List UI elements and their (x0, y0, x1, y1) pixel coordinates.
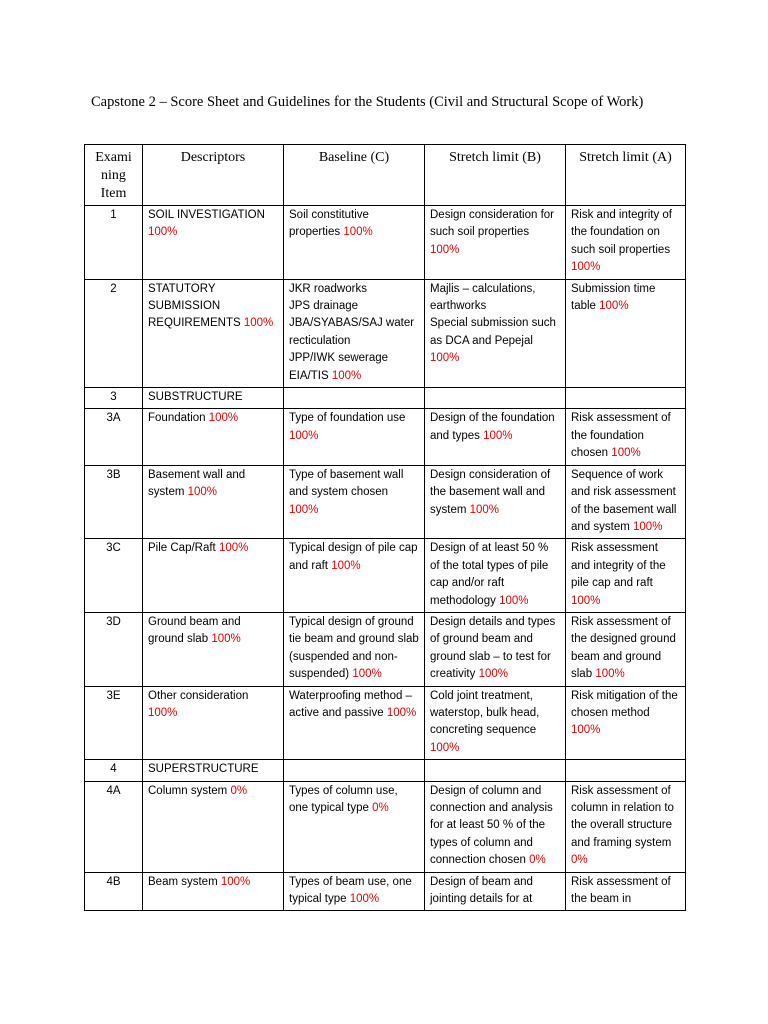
stretch-b-cell (425, 388, 566, 409)
stretch-b-cell (425, 686, 566, 760)
score-percent: 100% (595, 668, 625, 681)
score-percent: 100% (469, 503, 500, 516)
stretch-b-cell (425, 206, 566, 280)
cell-text: Type of basement wall and system chosen (289, 468, 404, 499)
score-table (84, 144, 686, 911)
item-cell: 4B (85, 872, 143, 911)
cell-text: Basement wall and system (148, 468, 246, 499)
cell-text: Pile Cap/Raft (148, 542, 216, 555)
cell-text-line (289, 690, 416, 719)
cell-text-line (289, 542, 418, 571)
cell-text-line (430, 616, 555, 680)
cell-text-line (571, 412, 671, 459)
cell-text-line (148, 542, 248, 554)
item-cell: 4 (85, 760, 143, 781)
baseline-cell (284, 872, 425, 911)
cell-text-line (571, 785, 674, 867)
item-cell: 3B (85, 465, 143, 539)
header-examining-item: Exami ning Item (85, 145, 143, 206)
cell-text-line (571, 283, 655, 312)
cell-text: Design details and types of ground beam and ground slab – to test for creativity (430, 615, 556, 681)
score-percent: 0% (529, 854, 546, 867)
score-percent: 100% (571, 724, 601, 737)
cell-text-line (289, 412, 405, 441)
baseline-cell (284, 388, 425, 409)
score-percent: 100% (218, 542, 249, 555)
cell-text-line (148, 283, 273, 330)
cell-text-line (289, 469, 403, 516)
cell-text: Design of column and connection and analysis for at least 50 % of the types of column and connection chosen (430, 784, 553, 867)
stretch-a-cell (566, 206, 686, 280)
cell-text: Design of at least 50 % of the total types of pile cap and/or raft methodology (430, 542, 549, 607)
item-cell: 1 (85, 206, 143, 280)
item-cell: 2 (85, 279, 143, 387)
cell-text-line (148, 469, 245, 498)
cell-text: Risk assessment of the designed ground beam and ground slab (571, 615, 676, 681)
cell-line: JPS drainage (289, 300, 359, 313)
cell-text-line (430, 876, 533, 905)
score-percent: 100% (352, 668, 382, 681)
cell-text: Submission time table (571, 282, 656, 313)
document-title: Capstone 2 – Score Sheet and Guidelines for the Students (Civil and Structural Scope of Work) (91, 94, 644, 110)
score-percent: 100% (289, 503, 319, 516)
cell-text: Sequence of work and risk assessment of the basement wall and system (571, 468, 677, 533)
stretch-b-cell (425, 539, 566, 613)
score-percent: 100% (208, 412, 239, 425)
cell-text: SUBSTRUCTURE (148, 391, 243, 404)
baseline-cell (284, 279, 425, 387)
score-percent: 100% (187, 486, 218, 499)
baseline-cell (284, 206, 425, 280)
cell-text: Design of the foundation and types (430, 412, 555, 442)
score-percent: 100% (430, 243, 460, 256)
baseline-cell (284, 612, 425, 686)
header-stretch-a: Stretch limit (A) (566, 145, 686, 206)
cell-text: STATUTORY SUBMISSION REQUIREMENTS (148, 282, 241, 330)
cell-text: Design consideration of the basement wall and system (430, 468, 551, 516)
cell-line: JBA/SYABAS/SAJ water recticulation (289, 317, 415, 347)
descriptor-cell (143, 686, 284, 760)
score-percent: 0% (372, 802, 389, 814)
table-row (85, 279, 686, 387)
stretch-a-cell (566, 781, 686, 872)
descriptor-cell (143, 539, 284, 613)
score-percent: 100% (599, 300, 629, 313)
score-percent: 100% (483, 429, 513, 442)
stretch-a-cell (566, 279, 686, 387)
table-row (85, 206, 686, 280)
stretch-a-cell (566, 612, 686, 686)
cell-text: SOIL INVESTIGATION (148, 209, 265, 221)
baseline-cell (284, 539, 425, 613)
table-row (85, 388, 686, 409)
cell-text: Foundation (148, 412, 206, 425)
cell-text: Risk assessment of the foundation chosen (571, 412, 671, 460)
score-percent: 100% (343, 226, 373, 239)
cell-text-line (430, 690, 539, 754)
table-row (85, 539, 686, 613)
cell-text-line (289, 209, 373, 238)
cell-text-line (430, 785, 553, 867)
cell-text-line (148, 616, 241, 645)
cell-text-line (571, 616, 676, 680)
score-percent: 100% (430, 352, 460, 365)
cell-text: Special submission such as DCA and Pepejal (430, 317, 556, 347)
cell-text-line (571, 209, 672, 273)
descriptor-cell (143, 781, 284, 872)
header-descriptors: Descriptors (143, 145, 284, 206)
score-percent: 100% (211, 633, 241, 646)
score-percent: 100% (243, 317, 274, 330)
stretch-a-cell (566, 388, 686, 409)
cell-text: SUPERSTRUCTURE (148, 763, 259, 776)
cell-text: Column system (148, 784, 228, 797)
score-percent: 100% (331, 559, 361, 572)
descriptor-cell (143, 872, 284, 911)
table-row (85, 872, 686, 911)
item-cell: 3D (85, 612, 143, 686)
score-percent: 100% (611, 447, 641, 460)
cell-text: Type of foundation use (289, 412, 406, 425)
score-percent: 0% (571, 854, 588, 867)
cell-text: Beam system (148, 875, 218, 888)
stretch-a-cell (566, 539, 686, 613)
score-percent: 100% (571, 594, 601, 607)
item-cell: 3E (85, 686, 143, 760)
stretch-a-cell (566, 872, 686, 911)
score-percent: 100% (571, 261, 601, 274)
stretch-a-cell (566, 760, 686, 781)
cell-text-line (148, 690, 248, 719)
cell-text-line (571, 876, 671, 905)
cell-text-line (571, 542, 666, 606)
score-percent: 100% (349, 893, 380, 906)
cell-text-line (289, 785, 398, 814)
item-cell: 4A (85, 781, 143, 872)
cell-text-line (430, 209, 554, 256)
cell-text: Types of column use, one typical type (289, 784, 398, 814)
cell-text: Risk and integrity of the foundation on such soil properties (571, 209, 672, 256)
cell-text-line (148, 763, 259, 775)
score-percent: 100% (386, 706, 417, 719)
score-percent: 0% (230, 784, 248, 797)
cell-text-line (148, 412, 238, 424)
cell-line: JPP/IWK sewerage (289, 352, 389, 365)
stretch-b-cell (425, 781, 566, 872)
stretch-b-cell (425, 409, 566, 465)
cell-text: Typical design of ground tie beam and ground slab (suspended and non-suspended) (289, 615, 419, 681)
cell-line: JKR roadworks (289, 282, 367, 295)
table-row (85, 409, 686, 465)
cell-text: Risk assessment of column in relation to the overall structure and framing system (571, 784, 674, 849)
score-percent: 100% (478, 668, 508, 681)
stretch-a-cell (566, 686, 686, 760)
cell-text-line (148, 785, 247, 797)
cell-text-line (148, 209, 265, 238)
header-baseline: Baseline (C) (284, 145, 425, 206)
cell-text-line (289, 876, 412, 905)
cell-line: Majlis – calculations, earthworks (430, 282, 536, 313)
cell-text-line (571, 690, 678, 737)
table-row (85, 686, 686, 760)
cell-text: Typical design of pile cap and raft (289, 542, 418, 572)
descriptor-cell (143, 760, 284, 781)
cell-text: Ground beam and ground slab (148, 615, 241, 646)
header-stretch-b: Stretch limit (B) (425, 145, 566, 206)
baseline-cell (284, 760, 425, 781)
descriptor-cell (143, 409, 284, 465)
score-percent: 100% (148, 226, 178, 239)
descriptor-cell (143, 388, 284, 409)
cell-text: EIA/TIS (289, 369, 329, 382)
stretch-a-cell (566, 465, 686, 539)
score-percent: 100% (148, 706, 178, 719)
stretch-b-cell (425, 465, 566, 539)
table-row (85, 465, 686, 539)
baseline-cell (284, 465, 425, 539)
cell-text: Design of beam and jointing details for at (430, 875, 533, 906)
stretch-b-cell (425, 612, 566, 686)
cell-text-line (430, 469, 550, 516)
score-percent: 100% (331, 369, 362, 382)
cell-text: Risk mitigation of the chosen method (571, 689, 678, 719)
descriptor-cell (143, 465, 284, 539)
score-percent: 100% (499, 594, 529, 607)
cell-text: Soil constitutive properties (289, 209, 369, 239)
cell-text-line (289, 370, 361, 382)
cell-text-line (289, 616, 419, 680)
cell-text-line (148, 876, 250, 888)
descriptor-cell (143, 279, 284, 387)
baseline-cell (284, 686, 425, 760)
score-percent: 100% (220, 875, 251, 888)
table-row (85, 781, 686, 872)
item-cell: 3A (85, 409, 143, 465)
score-percent: 100% (633, 520, 663, 533)
cell-text: Design consideration for such soil properties (430, 209, 555, 239)
table-row (85, 760, 686, 781)
cell-text: Other consideration (148, 689, 249, 702)
table-body (85, 206, 686, 911)
item-cell: 3C (85, 539, 143, 613)
cell-text-line (571, 469, 676, 533)
baseline-cell (284, 781, 425, 872)
descriptor-cell (143, 206, 284, 280)
cell-text-line (148, 391, 243, 403)
descriptor-cell (143, 612, 284, 686)
score-percent: 100% (289, 429, 319, 442)
stretch-b-cell (425, 760, 566, 781)
cell-text-line (430, 317, 556, 364)
score-percent: 100% (430, 741, 460, 754)
cell-text-line (430, 542, 548, 606)
table-header-row (85, 145, 686, 206)
cell-text: Risk assessment of the beam in (571, 875, 671, 906)
item-cell: 3 (85, 388, 143, 409)
stretch-b-cell (425, 872, 566, 911)
stretch-b-cell (425, 279, 566, 387)
stretch-a-cell (566, 409, 686, 465)
cell-text: Types of beam use, one typical type (289, 875, 412, 906)
table-row (85, 612, 686, 686)
baseline-cell (284, 409, 425, 465)
cell-text: Risk assessment and integrity of the pile cap and raft (571, 542, 666, 590)
cell-text-line (430, 412, 555, 441)
cell-text: Cold joint treatment, waterstop, bulk head, concreting sequence (430, 689, 540, 737)
cell-text: Waterproofing method – active and passive (289, 689, 412, 719)
